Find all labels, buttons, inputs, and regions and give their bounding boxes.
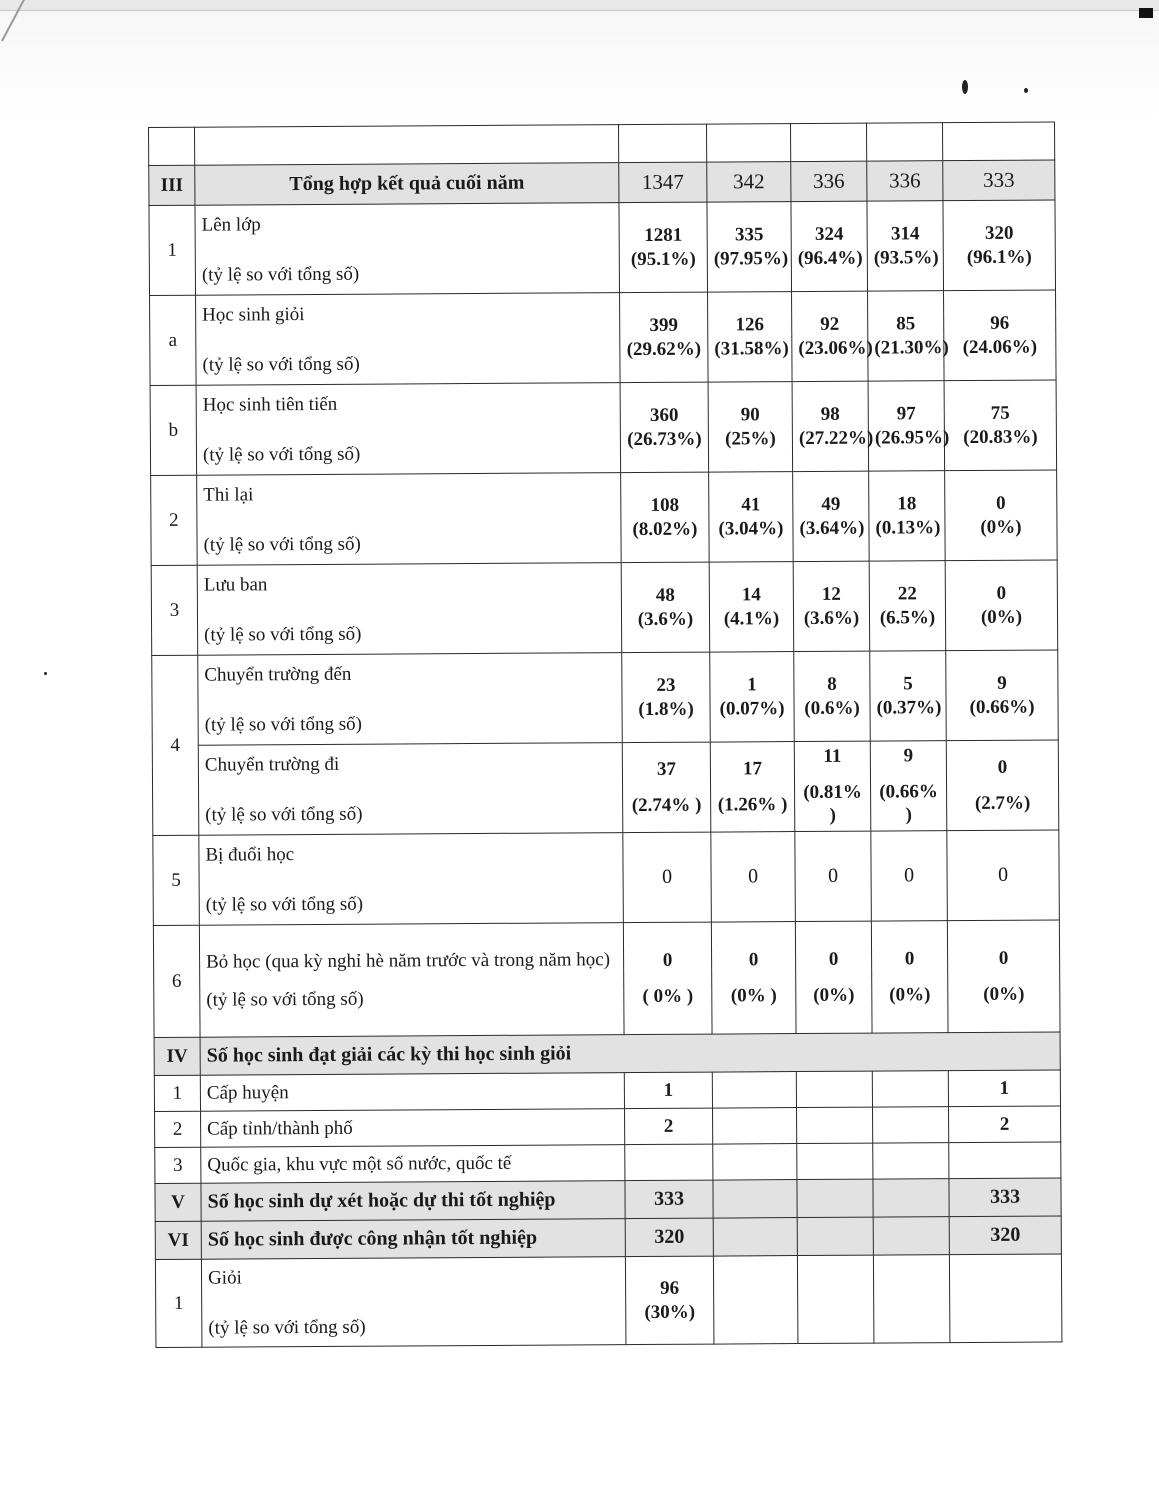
count-value: 1281 (644, 224, 683, 246)
percent-value: (24.06%) (962, 336, 1038, 358)
percent-value: (96.1%) (966, 246, 1032, 268)
value-cell (946, 650, 1059, 741)
empty-cell (713, 1180, 797, 1219)
count-value: 92 (820, 313, 840, 335)
row-name: Chuyển trường đi (204, 753, 340, 776)
empty-cell (873, 1143, 949, 1179)
value-cell (795, 921, 872, 1033)
rate-note: (tỷ lệ so với tổng số) (206, 988, 364, 1011)
count-value: 0 (904, 948, 915, 970)
percent-value: (96.4%) (797, 247, 863, 269)
count-value: 49 (821, 493, 841, 515)
value-cell: 0 (947, 830, 1060, 921)
value-cell (621, 562, 710, 653)
value-cell (794, 651, 871, 741)
header-cell (618, 124, 706, 163)
percent-value: (0.66%) (969, 696, 1035, 718)
count-value: 335 (734, 223, 764, 246)
results-table (148, 121, 1062, 1348)
count-value: 0 (828, 948, 839, 970)
header-cell (706, 124, 790, 163)
value-cell: 1 (624, 1072, 712, 1109)
count-value: 75 (990, 402, 1010, 424)
row-name: Học sinh tiên tiến (202, 393, 338, 416)
row-index: b (150, 385, 197, 475)
row-index: 5 (153, 835, 200, 925)
header-cell (149, 127, 195, 165)
table-row (152, 740, 1059, 836)
value-cell (949, 1142, 1061, 1179)
count-value: 399 (649, 314, 679, 336)
count-value: 0 (996, 582, 1007, 604)
section-vi-row (155, 1216, 1061, 1260)
row-name: Lên lớp (201, 214, 261, 236)
row-label (196, 293, 621, 386)
table-row (154, 1070, 1060, 1112)
header-cell (942, 122, 1054, 161)
percent-value: (0.37%) (876, 696, 942, 719)
section-title: Số học sinh được công nhận tốt nghiệp (201, 1219, 625, 1260)
value-cell (946, 740, 1059, 831)
row-index: 2 (155, 1111, 201, 1147)
row-label (196, 383, 621, 476)
total-cell: 336 (867, 161, 943, 201)
value-cell (945, 560, 1058, 651)
value-cell: 0 (871, 831, 948, 921)
value-cell: 0 (795, 831, 872, 921)
percent-value: (2.7%) (974, 792, 1031, 814)
value-cell (622, 742, 711, 833)
count-value: 108 (650, 494, 680, 516)
value-cell (621, 472, 710, 563)
row-label: Quốc gia, khu vực một số nước, quốc tế (201, 1145, 625, 1184)
row-label (198, 653, 623, 746)
value-cell: 2 (948, 1106, 1060, 1143)
percent-value: (25%) (725, 427, 776, 449)
percent-value: (2.74% ) (631, 794, 702, 816)
percent-value: (1.26% ) (717, 793, 788, 816)
percent-value: (8.02%) (632, 518, 698, 540)
empty-cell (797, 1217, 873, 1255)
percent-value: (0.66% ) (879, 780, 938, 826)
rate-note: (tỷ lệ so với tổng số) (205, 893, 364, 916)
row-index: 6 (153, 925, 200, 1037)
percent-value: (29.62%) (626, 338, 702, 360)
value-cell (945, 470, 1058, 561)
count-value: 320 (984, 222, 1014, 244)
percent-value: (0.81% ) (803, 781, 862, 827)
empty-cell (713, 1108, 797, 1145)
count-value: 5 (903, 673, 913, 695)
percent-value: (0.13%) (875, 516, 941, 539)
row-index: 3 (155, 1147, 201, 1183)
row-name: Học sinh giỏi (202, 303, 305, 326)
percent-value: (21.30%) (874, 336, 949, 359)
row-name: Giỏi (207, 1267, 242, 1289)
count-value: 0 (662, 949, 673, 971)
section-title: Số học sinh dự xét hoặc dự thi tốt nghiệp (201, 1181, 625, 1222)
value-cell (793, 471, 870, 561)
row-index: 2 (151, 475, 198, 565)
count-value: 96 (990, 312, 1010, 334)
value-cell (944, 290, 1057, 381)
percent-value: (0%) (980, 516, 1022, 538)
value-cell (711, 922, 796, 1035)
count-value: 0 (995, 492, 1006, 514)
rate-note: (tỷ lệ so với tổng số) (201, 263, 360, 286)
percent-value: (3.04%) (718, 517, 784, 540)
empty-cell (713, 1144, 797, 1181)
value-cell (947, 920, 1060, 1033)
percent-value: (26.95%) (874, 426, 950, 449)
value-cell (625, 1256, 714, 1345)
count-value: 126 (735, 313, 765, 336)
table-row (151, 560, 1058, 656)
rate-note: (tỷ lệ so với tổng số) (205, 803, 363, 826)
table-row (151, 470, 1058, 566)
count-value: 0 (748, 949, 759, 971)
value-cell (708, 292, 793, 383)
total-cell: 320 (949, 1216, 1061, 1255)
percent-value: (30%) (644, 1301, 696, 1323)
row-name: Thi lại (203, 484, 254, 506)
count-value: 85 (896, 313, 916, 335)
value-cell (709, 472, 794, 563)
percent-value: (0% ) (730, 984, 777, 1006)
table-row (150, 290, 1057, 386)
row-label (198, 743, 623, 836)
scan-speck (962, 80, 968, 94)
count-value: 8 (827, 673, 837, 695)
percent-value: (1.8%) (638, 698, 694, 720)
value-cell (943, 200, 1056, 291)
count-value: 360 (649, 404, 679, 426)
value-cell: 0 (623, 832, 712, 923)
percent-value: (4.1%) (723, 607, 780, 629)
empty-cell (797, 1255, 874, 1343)
value-cell (708, 382, 793, 473)
rate-note: (tỷ lệ so với tổng số) (204, 623, 362, 646)
section-index: IV (154, 1037, 200, 1075)
row-name: Chuyển trường đến (204, 663, 352, 686)
percent-value: (3.64%) (799, 517, 865, 539)
empty-cell (797, 1143, 873, 1179)
value-cell (707, 202, 792, 293)
count-value: 41 (741, 494, 761, 516)
count-value: 37 (656, 758, 676, 780)
section-iii-row (149, 160, 1055, 206)
row-label (199, 923, 624, 1038)
value-cell (867, 201, 944, 291)
percent-value: (0%) (813, 984, 855, 1006)
percent-value: (95.1%) (630, 248, 696, 270)
value-cell (625, 1144, 713, 1181)
table-row (149, 200, 1056, 296)
value-cell (620, 382, 709, 473)
table-row (155, 1142, 1061, 1184)
row-index: 1 (154, 1075, 200, 1111)
row-name: Bị đuổi học (205, 843, 295, 866)
percent-value: (97.95%) (713, 247, 789, 270)
empty-cell (797, 1179, 873, 1217)
header-cell (866, 123, 942, 161)
value-cell: 2 (625, 1108, 713, 1145)
table-row (152, 650, 1059, 746)
row-index: a (150, 295, 197, 385)
row-label (199, 833, 624, 926)
table-row (150, 380, 1057, 476)
table-row (155, 1106, 1061, 1148)
total-cell: 1347 (619, 162, 707, 203)
row-label (197, 473, 622, 566)
rate-note: (tỷ lệ so với tổng số) (203, 533, 361, 556)
row-label (201, 1257, 626, 1348)
total-cell: 333 (625, 1180, 713, 1219)
count-value: 22 (897, 583, 917, 605)
percent-value: (27.22%) (798, 427, 874, 449)
rate-note: (tỷ lệ so với tổng số) (202, 443, 361, 466)
count-value: 1 (747, 674, 757, 696)
row-index: 1 (155, 1259, 202, 1347)
value-cell (623, 922, 712, 1035)
count-value: 12 (821, 583, 841, 605)
percent-value: (0.6%) (804, 697, 860, 719)
value-cell (792, 291, 873, 381)
empty-cell (873, 1217, 949, 1255)
value-cell (870, 651, 947, 741)
percent-value: (6.5%) (879, 606, 936, 629)
percent-value: ( 0% ) (642, 985, 694, 1007)
empty-cell (713, 1256, 798, 1345)
empty-cell (713, 1218, 797, 1257)
scan-top-edge (0, 0, 1159, 11)
empty-cell (949, 1254, 1062, 1343)
percent-value: (93.5%) (873, 246, 939, 269)
header-cell (790, 123, 866, 161)
percent-value: (26.73%) (627, 428, 702, 450)
table-row (153, 920, 1060, 1038)
percent-value: (3.6%) (803, 607, 860, 629)
value-cell (793, 561, 870, 651)
section-iv-row (154, 1032, 1060, 1076)
count-value: 314 (890, 223, 920, 245)
empty-cell (712, 1072, 796, 1109)
count-value: 11 (823, 745, 842, 767)
count-value: 324 (814, 223, 844, 245)
count-value: 18 (897, 493, 917, 515)
total-cell: 333 (943, 160, 1055, 201)
value-cell (868, 291, 949, 381)
row-index: 4 (152, 655, 199, 835)
scan-speck (1024, 88, 1028, 93)
table-row (155, 1254, 1062, 1348)
count-value: 0 (998, 947, 1009, 969)
value-cell: 0 (711, 832, 796, 923)
total-cell: 320 (625, 1218, 713, 1257)
value-cell (871, 921, 948, 1033)
total-cell: 333 (949, 1178, 1061, 1217)
row-name: Lưu ban (203, 574, 268, 596)
value-cell (794, 741, 871, 831)
rate-note: (tỷ lệ so với tổng số) (202, 353, 360, 376)
section-title: Số học sinh đạt giải các kỳ thi học sinh giỏi (200, 1032, 1060, 1075)
header-row (149, 122, 1055, 166)
value-cell (868, 381, 950, 471)
percent-value: (0%) (983, 983, 1025, 1005)
value-cell (791, 201, 868, 291)
count-value: 9 (903, 745, 914, 767)
row-index: 1 (149, 205, 196, 295)
empty-cell (872, 1071, 948, 1107)
empty-cell (797, 1107, 873, 1143)
value-cell (869, 471, 946, 561)
count-value: 14 (741, 584, 761, 606)
empty-cell (873, 1255, 950, 1343)
count-value: 23 (656, 674, 676, 696)
row-label: Cấp huyện (200, 1073, 624, 1112)
count-value: 9 (997, 672, 1007, 694)
count-value: 96 (660, 1277, 680, 1299)
value-cell (869, 561, 946, 651)
empty-cell (796, 1071, 872, 1107)
count-value: 97 (896, 403, 916, 425)
value-cell (619, 202, 708, 293)
total-cell: 336 (791, 161, 867, 201)
count-value: 0 (997, 756, 1008, 778)
rate-note: (tỷ lệ so với tổng số) (208, 1316, 366, 1339)
count-value: 48 (655, 584, 675, 606)
empty-cell (873, 1107, 949, 1143)
percent-value: (31.58%) (714, 337, 789, 360)
percent-value: (0%) (980, 606, 1023, 628)
empty-cell (873, 1179, 949, 1217)
row-label (197, 563, 622, 656)
percent-value: (3.6%) (637, 608, 694, 630)
total-cell: 342 (707, 162, 791, 203)
row-label (195, 203, 620, 296)
row-label: Cấp tỉnh/thành phố (201, 1109, 625, 1148)
value-cell (710, 652, 795, 743)
value-cell (944, 380, 1057, 471)
value-cell (709, 562, 794, 653)
percent-value: (0%) (889, 983, 931, 1005)
header-cell (195, 125, 619, 166)
value-cell: 1 (948, 1070, 1060, 1107)
row-name: Bỏ học (qua kỳ nghỉ hè năm trước và trong năm học) (206, 948, 611, 973)
table-row (153, 830, 1060, 926)
section-index: VI (155, 1221, 201, 1259)
percent-value: (0.07%) (719, 697, 785, 720)
count-value: 98 (820, 403, 840, 425)
count-value: 90 (740, 404, 760, 426)
value-cell (792, 381, 874, 471)
row-index: 3 (151, 565, 198, 655)
section-index: V (155, 1183, 201, 1221)
value-cell (620, 292, 709, 383)
percent-value: (23.06%) (798, 337, 873, 359)
value-cell (870, 741, 947, 831)
percent-value: (20.83%) (963, 426, 1038, 448)
section-v-row (155, 1178, 1061, 1222)
scan-corner-mark (1139, 8, 1153, 18)
section-index: III (149, 165, 195, 205)
section-title: Tổng hợp kết quả cuối năm (195, 163, 619, 206)
value-cell (622, 652, 711, 743)
scan-speck (44, 672, 47, 675)
value-cell (710, 742, 795, 833)
count-value: 17 (742, 758, 762, 780)
rate-note: (tỷ lệ so với tổng số) (204, 713, 363, 736)
